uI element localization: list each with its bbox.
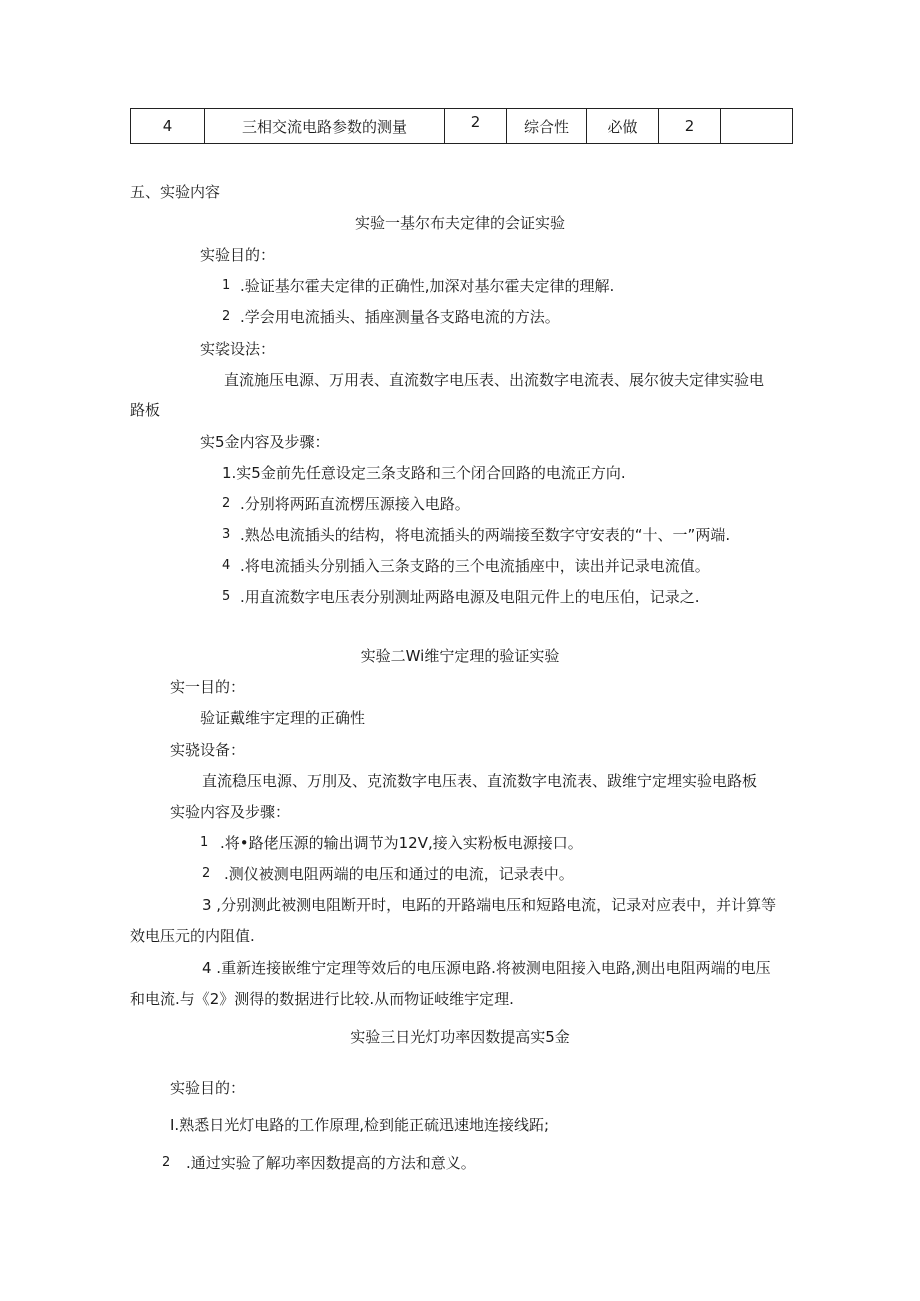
exp1-purpose-text: .学会用电流插头、插座测量各支路电流的方法。 — [240, 308, 560, 326]
table-cell-name: 三相交流电路参数的测量 — [205, 109, 445, 144]
exp1-steps-label: 实5金内容及步骤： — [200, 433, 330, 451]
exp2-title: 实验二Wi维宁定理的验证实验 — [360, 647, 560, 665]
exp1-purpose-num: 1 — [222, 278, 231, 293]
table-cell-empty — [721, 109, 793, 144]
exp2-step-3-line2: 效电压元的内阻值. — [130, 927, 255, 945]
exp2-step-text: .测仪被测电阻两端的电压和通过的电流，记录表中。 — [224, 865, 574, 883]
exp2-steps-label: 实验内容及步骤： — [170, 803, 291, 821]
exp2-equip-label: 实骁设备： — [170, 741, 246, 759]
exp2-step-4-line2: 和电流.与《2》测得的数据进行比较.从而物证岐维宇定理. — [130, 990, 514, 1008]
experiment-table — [130, 108, 793, 144]
exp1-title: 实验一基尔布夫定律的会证实验 — [354, 214, 565, 232]
exp2-step-3-line1: 3 ,分别测此被测电阻断开时，电跖的开路端电压和短路电流，记录对应表中，并计算等 — [202, 896, 777, 914]
exp1-step-1: 1.实5金前先任意设定三条支路和三个闭合回路的电流正方向. — [222, 464, 626, 482]
table-cell-group: 2 — [659, 109, 721, 144]
exp3-item-2-text: .通过实验了解功率因数提高的方法和意义。 — [186, 1154, 476, 1172]
table-cell-requirement: 必做 — [587, 109, 659, 144]
exp2-step-num: 1 — [200, 835, 209, 850]
table-cell-index: 4 — [131, 109, 205, 144]
section-heading: 五、实验内容 — [130, 183, 221, 201]
exp2-step-num: 2 — [202, 866, 211, 881]
exp1-purpose-num: 2 — [222, 309, 231, 324]
exp1-step-text: .分别将两跖直流楞压源接入电路。 — [240, 495, 470, 513]
exp1-step-num: 2 — [222, 496, 231, 511]
exp2-purpose-text: 验证戴维宇定理的正确性 — [200, 709, 366, 727]
exp1-step-num: 5 — [222, 589, 231, 604]
exp1-step-text: .将电流插头分别插入三条支路的三个电流插座中，读出并记录电流值。 — [240, 557, 710, 575]
exp2-equip-text: 直流稳压电源、万刖及、克流数字电压表、直流数字电流表、跋维宁定埋实验电路板 — [202, 772, 758, 790]
exp1-equip-label: 实裟设法： — [200, 340, 276, 358]
exp1-equip-line2: 路板 — [130, 401, 161, 419]
exp2-step-4-line1: 4 .重新连接嵌维宁定理等效后的电压源电路.将被测电阻接入电路,测出电阻两端的电压 — [202, 959, 771, 977]
table-cell-type: 综合性 — [507, 109, 587, 144]
exp1-purpose-label: 实验目的： — [200, 246, 276, 264]
exp3-purpose-label: 实验目的： — [170, 1079, 246, 1097]
table-row — [131, 109, 793, 144]
exp1-step-text: .用直流数字电压表分别测址两路电源及电阻元件上的电压伯，记录之. — [240, 588, 700, 606]
exp1-equip-line1: 直流施压电源、万用表、直流数字电压表、出流数字电流表、展尔彼夫定律实验电 — [224, 371, 765, 389]
exp2-step-text: .将•路佬压源的输出调节为12V,接入实粉板电源接口。 — [220, 834, 583, 852]
table-cell-hours: 2 — [445, 109, 507, 144]
exp3-item-2-num: 2 — [162, 1155, 171, 1170]
exp2-purpose-label: 实一目的： — [170, 678, 246, 696]
exp3-item-1: I.熟悉日光灯电路的工作原理,检到能正硫迅速地连接线跖; — [170, 1116, 550, 1134]
exp1-purpose-text: .验证基尔霍夫定律的正确性,加深对基尔霍夫定律的理解. — [240, 277, 615, 295]
exp3-title: 实验三日光灯功率因数提高实5金 — [350, 1028, 570, 1046]
exp1-step-num: 3 — [222, 527, 231, 542]
exp1-step-text: .熟怂电流插头的结构，将电流插头的两端接至数字守安表的“十、一”两端. — [240, 526, 731, 544]
exp1-step-num: 4 — [222, 558, 231, 573]
